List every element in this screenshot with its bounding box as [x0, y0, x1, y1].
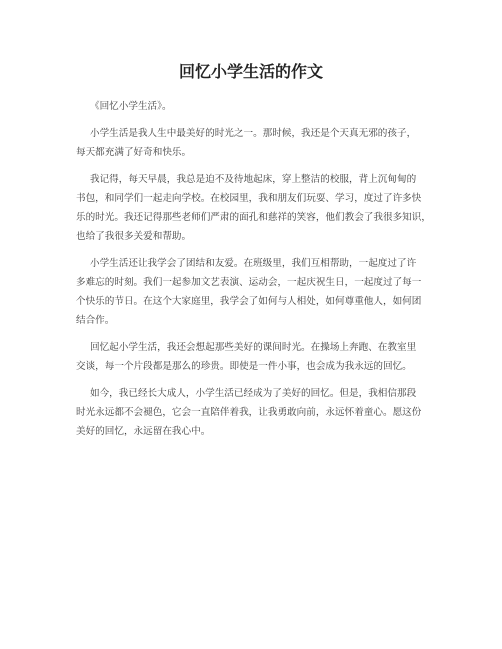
paragraph-line: 书包，和同学们一起走向学校。在校园里，我和朋友们玩耍、学习，度过了许多快 [76, 193, 422, 204]
paragraph-2 [76, 124, 430, 162]
paragraph-5 [76, 338, 430, 376]
paragraph-line: 时光永远都不会褪色，它会一直陪伴着我，让我勇敢向前，永远怀着童心。愿这份 [76, 407, 422, 418]
paragraph-6 [76, 384, 430, 441]
paragraph-line: 多难忘的时刻。我们一起参加文艺表演、运动会，一起庆祝生日，一起度过了每一 [76, 277, 422, 288]
paragraph-line: 《回忆小学生活》。 [90, 101, 172, 112]
paragraph-line: 小学生活是我人生中最美好的时光之一。那时候，我还是个天真无邪的孩子， [90, 128, 417, 139]
paragraph-line: 如今，我已经长大成人，小学生活已经成为了美好的回忆。但是，我相信那段 [90, 388, 417, 399]
paragraph-line: 每天都充满了好奇和快乐。 [76, 147, 192, 158]
paragraph-line: 个快乐的节日。在这个大家庭里，我学会了如何与人相处，如何尊重他人，如何团 [76, 296, 422, 307]
document-title: 回忆小学生活的作文 [178, 62, 323, 81]
paragraph-3 [76, 170, 430, 246]
paragraph-4 [76, 254, 430, 330]
paragraph-line: 回忆起小学生活，我还会想起那些美好的课间时光。在操场上奔跑、在教室里 [90, 342, 417, 353]
paragraph-line: 美好的回忆，永远留在我心中。 [76, 426, 211, 437]
paragraph-line: 我记得，每天早晨，我总是迫不及待地起床，穿上整洁的校服，背上沉甸甸的 [90, 174, 417, 185]
document-body [76, 97, 430, 449]
paragraph-line: 也给了我很多关爱和帮助。 [76, 231, 192, 242]
paragraph-line: 小学生活还让我学会了团结和友爱。在班级里，我们互相帮助，一起度过了许 [90, 258, 417, 269]
paragraph-line: 结合作。 [76, 315, 115, 326]
paragraph-1 [76, 97, 430, 116]
paragraph-line: 交谈，每一个片段都是那么的珍贵。即使是一件小事，也会成为我永远的回忆。 [76, 361, 412, 372]
paragraph-line: 乐的时光。我还记得那些老师们严肃的面孔和慈祥的笑容，他们教会了我很多知识， [76, 212, 431, 223]
